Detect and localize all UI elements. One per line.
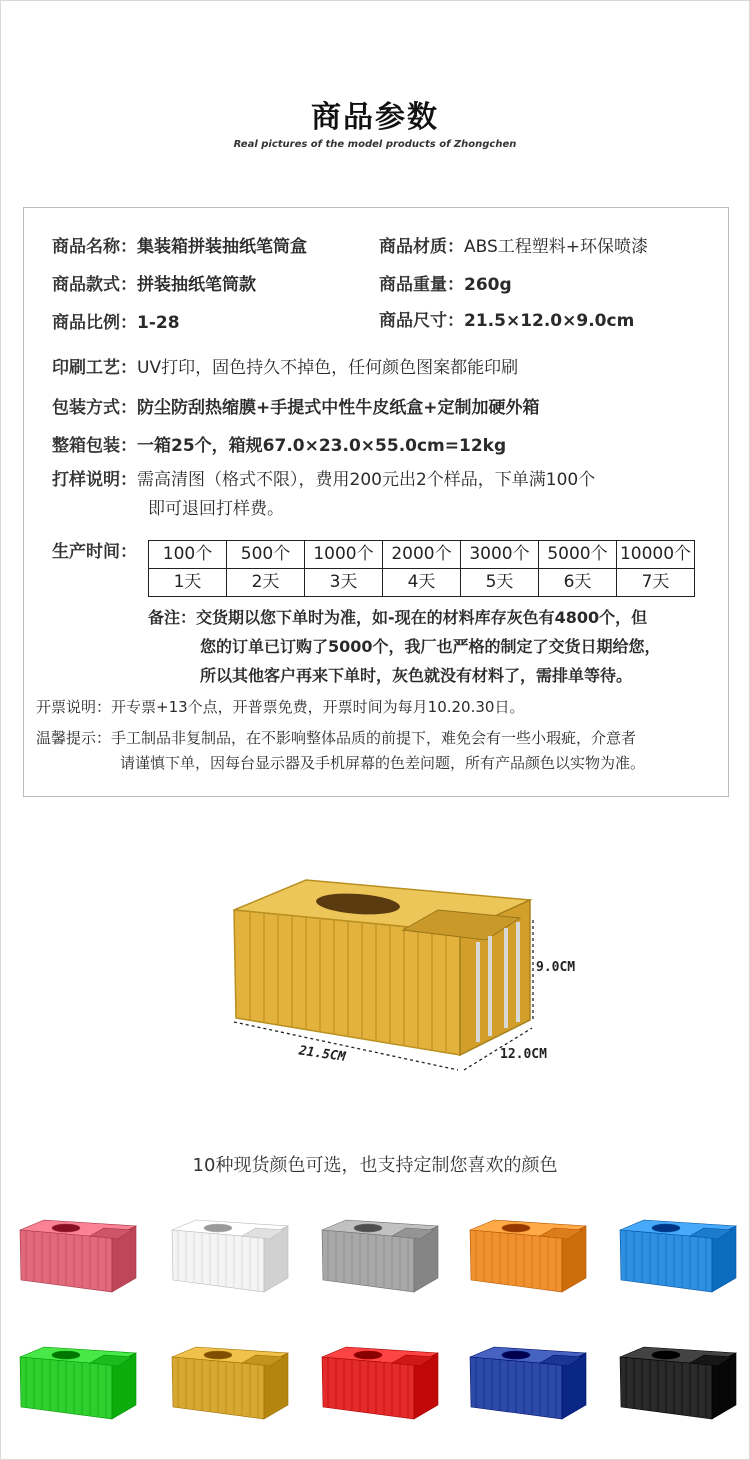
color-swatch <box>468 1218 588 1298</box>
spec-package-value: 防尘防刮热缩膜+手提式中性牛皮纸盒+定制加硬外箱 <box>137 398 540 418</box>
spec-style-value: 拼装抽纸笔筒款 <box>137 275 256 295</box>
spec-scale-value: 1-28 <box>137 313 180 333</box>
spec-carton-value: 一箱25个，箱规67.0×23.0×55.0cm=12kg <box>137 436 507 456</box>
qty-cell: 1000个 <box>305 541 383 569</box>
depth-label: 12.0CM <box>500 1047 547 1062</box>
reminder-line-2: 请谨慎下单，因每台显示器及手机屏幕的色差问题，所有产品颜色以实物为准。 <box>120 754 646 772</box>
color-swatch <box>170 1218 290 1298</box>
days-cell: 3天 <box>305 569 383 597</box>
spec-carton <box>52 434 506 458</box>
colors-title: 10种现货颜色可选，也支持定制您喜欢的颜色 <box>192 1155 558 1176</box>
days-cell: 7天 <box>617 569 695 597</box>
days-cell: 6天 <box>539 569 617 597</box>
days-cell: 2天 <box>227 569 305 597</box>
delivery-note <box>148 603 661 690</box>
invoice-text: 开票说明：开专票+13个点，开普票免费，开票时间为每月10.20.30日。 <box>36 698 525 716</box>
days-cell: 5天 <box>461 569 539 597</box>
spec-size-value: 21.5×12.0×9.0cm <box>464 311 635 331</box>
color-swatch <box>18 1218 138 1298</box>
main-product-image <box>228 870 576 1085</box>
color-swatch <box>320 1345 440 1425</box>
color-swatch <box>170 1345 290 1425</box>
production-qty-row <box>149 541 695 569</box>
spec-scale <box>52 311 180 335</box>
spec-print <box>52 356 518 380</box>
spec-sample-value-1: 需高清图（格式不限），费用200元出2个样品，下单满100个 <box>137 470 596 490</box>
spec-material-label: 商品材质： <box>379 237 464 257</box>
spec-print-label: 印刷工艺： <box>52 358 137 378</box>
note-line-3: 所以其他客户再来下单时，灰色就没有材料了，需排单等待。 <box>200 666 633 685</box>
production-days-row <box>149 569 695 597</box>
production-time-label: 生产时间： <box>52 542 137 562</box>
spec-sample-cont <box>148 497 284 521</box>
spec-name-value: 集装箱拼装抽纸笔筒盒 <box>137 237 307 257</box>
spec-package-label: 包装方式： <box>52 398 137 418</box>
spec-size <box>379 309 634 333</box>
spec-style <box>52 273 256 297</box>
page-title: 商品参数 <box>311 100 439 135</box>
spec-name <box>52 235 307 259</box>
container-box <box>234 880 530 1055</box>
spec-scale-label: 商品比例： <box>52 313 137 333</box>
reminder-line-1: 温馨提示：手工制品非复制品，在不影响整体品质的前提下，难免会有一些小瑕疵，介意者 <box>36 729 637 747</box>
qty-cell: 5000个 <box>539 541 617 569</box>
spec-carton-label: 整箱包装： <box>52 436 137 456</box>
qty-cell: 3000个 <box>461 541 539 569</box>
spec-size-label: 商品尺寸： <box>379 311 464 331</box>
spec-sample-label: 打样说明： <box>52 470 137 490</box>
production-time-table <box>148 540 695 597</box>
page-subtitle: Real pictures of the model products of Zhongchen <box>233 139 517 150</box>
spec-sample <box>52 468 595 492</box>
qty-cell: 500个 <box>227 541 305 569</box>
color-swatch <box>468 1345 588 1425</box>
qty-cell: 2000个 <box>383 541 461 569</box>
color-swatch <box>618 1218 738 1298</box>
spec-print-value: UV打印，固色持久不掉色，任何颜色图案都能印刷 <box>137 358 519 378</box>
qty-cell: 100个 <box>149 541 227 569</box>
note-line-2: 您的订单已订购了5000个，我厂也严格的制定了交货日期给您， <box>200 637 661 656</box>
height-label: 9.0CM <box>536 960 576 975</box>
spec-package <box>52 396 540 420</box>
qty-cell: 10000个 <box>617 541 695 569</box>
days-cell: 1天 <box>149 569 227 597</box>
spec-style-label: 商品款式： <box>52 275 137 295</box>
spec-weight <box>379 273 512 297</box>
length-label: 21.5CM <box>297 1043 347 1065</box>
spec-sample-value-2: 即可退回打样费。 <box>148 499 284 519</box>
spec-material <box>379 235 648 259</box>
color-swatch <box>618 1345 738 1425</box>
color-swatch <box>18 1345 138 1425</box>
spec-weight-label: 商品重量： <box>379 275 464 295</box>
note-line-1: 备注：交货期以您下单时为准，如-现在的材料库存灰色有4800个，但 <box>148 608 648 627</box>
spec-name-label: 商品名称： <box>52 237 137 257</box>
color-swatch <box>320 1218 440 1298</box>
days-cell: 4天 <box>383 569 461 597</box>
spec-weight-value: 260g <box>464 275 512 295</box>
spec-material-value: ABS工程塑料+环保喷漆 <box>464 237 649 257</box>
